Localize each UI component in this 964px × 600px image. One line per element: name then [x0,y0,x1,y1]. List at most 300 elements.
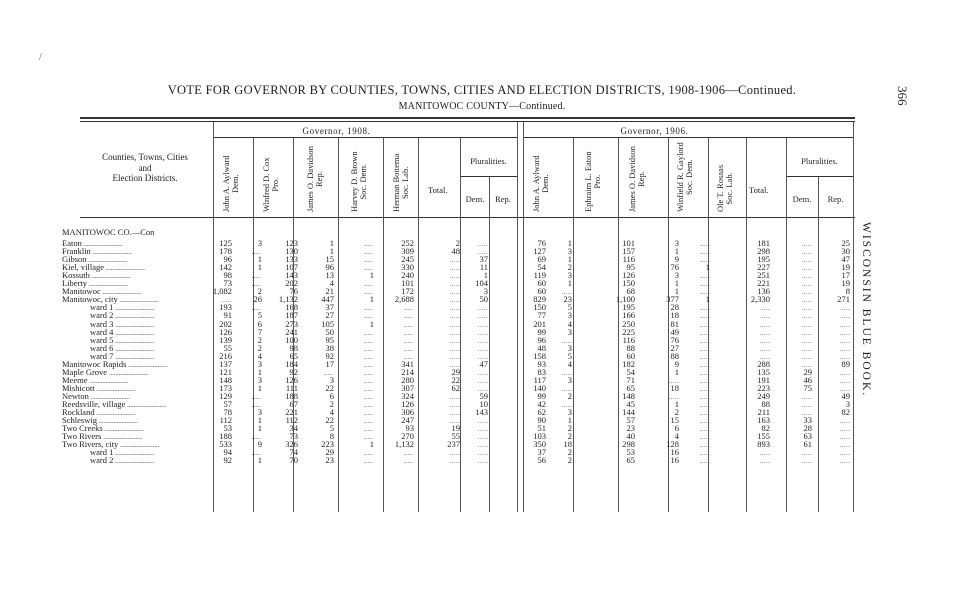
table-cell: 105 [321,318,334,329]
table-cell: 116 [622,254,635,265]
table-cell: 125 [219,238,232,248]
row-label: ward 4 ........................ [90,327,154,337]
table-cell: 2 [674,407,679,418]
table-cell: ..... [363,350,374,361]
table-cell: 123 [285,238,298,248]
table-cell: 29 [803,366,812,377]
table-cell: 76 [670,334,679,345]
table-cell: 1,132 [394,439,414,450]
table-cell: ..... [699,390,710,401]
table-cell: 1 [567,238,572,248]
table-cell: ..... [759,318,770,329]
row-label: Kiel, village ........................ [62,263,145,273]
table-cell: 4 [567,358,572,369]
row-label: ward 2 ........................ [90,456,154,466]
table-cell: 48 [537,342,546,353]
table-cell: ..... [561,334,572,345]
table-cell: ..... [449,278,460,289]
table-cell: 223 [321,439,334,450]
table-cell: 68 [626,286,635,297]
table-cell: 3 [567,326,572,337]
row-label: ward 1 ........................ [90,303,154,313]
stub-heading: Counties, Towns, Cities and Election Districts. [102,152,188,183]
table-cell: ..... [839,302,850,313]
row-label: ward 1 ........................ [90,448,154,458]
table-cell: 18 [670,382,679,393]
table-cell: 3 [567,246,572,257]
table-cell: 307 [401,382,414,393]
plur-rule-1906 [786,176,853,177]
table-cell: 182 [622,358,635,369]
row-label: Two Rivers, city ........................ [62,440,159,450]
col-heading-1908-6: Total. [428,185,448,195]
table-cell: 73 [289,431,298,442]
table-cell: ..... [403,318,414,329]
table-cell: 5 [567,302,572,313]
table-cell: ..... [251,246,262,257]
table-cell: 3 [674,270,679,281]
table-row [0,456,964,465]
table-cell: 13 [325,270,334,281]
table-cell: 3 [257,407,262,418]
table-cell: 270 [401,431,414,442]
table-cell: 1 [329,246,334,257]
table-cell: ..... [839,455,850,466]
table-cell: 240 [401,270,414,281]
table-cell: ..... [449,399,460,409]
table-top-rule-thin [80,121,855,122]
table-cell: 1 [257,415,262,426]
table-cell: 37 [537,447,546,458]
table-cell: 17 [841,270,850,281]
table-cell: 95 [626,262,635,273]
table-cell: ..... [363,407,374,418]
table-cell: 127 [533,246,546,257]
table-cell: ..... [251,399,262,409]
table-cell: 136 [757,286,770,297]
table-cell: 23 [563,294,572,305]
table-cell: 76 [289,286,298,297]
group-heading-1908: Governor, 1908. [302,126,371,136]
table-cell: 350 [533,439,546,450]
table-cell: 92 [223,455,232,466]
table-cell: 82 [841,407,850,418]
table-cell: ..... [699,358,710,369]
table-cell: 2 [567,455,572,466]
table-cell: ..... [363,254,374,265]
page-number: 366 [895,86,910,106]
table-cell: 3 [483,286,488,297]
table-cell: ..... [363,399,374,409]
table-cell: 172 [401,286,414,297]
table-cell: ..... [449,270,460,281]
table-cell: ..... [839,439,850,450]
table-cell: 1 [257,262,262,273]
table-cell: 60 [537,286,546,297]
table-cell: 55 [451,431,460,442]
col-heading-1906-1: John A. Aylward Dem. [531,155,550,212]
table-cell: 1 [674,366,679,377]
table-cell: 158 [533,350,546,361]
table-cell: 245 [401,254,414,265]
table-cell: ..... [801,358,812,369]
table-cell: ..... [477,318,488,329]
table-cell: ..... [699,342,710,353]
table-cell: 40 [626,431,635,442]
table-cell: 73 [223,278,232,289]
table-cell: 1 [369,439,374,450]
table-cell: 1 [674,399,679,409]
table-cell: 70 [289,455,298,466]
col-heading-1906-3: James O. Davidson Rep. [627,146,646,212]
table-cell: 202 [219,318,232,329]
table-cell: ..... [403,326,414,337]
table-cell: 65 [626,382,635,393]
row-label: Eaton ........................ [62,239,123,248]
table-cell: 9 [674,358,679,369]
table-cell: 893 [757,439,770,450]
table-cell: 126 [622,270,635,281]
table-cell: ..... [801,334,812,345]
plur-rep-heading-1906: Rep. [827,194,844,204]
table-cell: 216 [219,350,232,361]
table-cell: ..... [363,326,374,337]
plur-dem-heading-1908: Dem. [465,194,485,204]
table-cell: 330 [401,262,414,273]
table-cell: ..... [759,342,770,353]
table-cell: ..... [801,447,812,458]
pluralities-heading-1906: Pluralities. [801,156,838,166]
table-cell: 88 [626,342,635,353]
table-cell: 2 [567,262,572,273]
table-cell: 22 [325,415,334,426]
page-subtitle: MANITOWOC COUNTY—Continued. [398,101,566,112]
table-cell: 9 [674,254,679,265]
table-cell: ..... [449,286,460,297]
table-cell: 150 [533,302,546,313]
table-cell: 88 [761,399,770,409]
table-cell: ..... [363,374,374,385]
page-title: VOTE FOR GOVERNOR BY COUNTIES, TOWNS, CITIES AND ELECTION DISTRICTS, 1908-1906—Continued. [167,83,797,97]
row-label: ward 5 ........................ [90,335,154,345]
table-cell: ..... [839,447,850,458]
table-cell: 62 [451,382,460,393]
table-cell: ..... [363,238,374,248]
table-cell: 2 [257,286,262,297]
table-cell: 3 [567,342,572,353]
table-cell: 54 [626,366,635,377]
row-label: ward 2 ........................ [90,311,154,321]
table-cell: ..... [801,302,812,313]
table-cell: 188 [219,431,232,442]
table-cell: 280 [401,374,414,385]
table-cell: 148 [219,374,232,385]
table-cell: ..... [699,407,710,418]
table-cell: 155 [757,431,770,442]
table-cell: 57 [223,399,232,409]
table-cell: 92 [289,366,298,377]
table-cell: 53 [626,447,635,458]
table-cell: 447 [321,294,334,305]
running-side-title: WISCONSIN BLUE BOOK. [860,222,872,398]
table-cell: 45 [626,399,635,409]
table-cell: 53 [223,423,232,434]
table-cell: ..... [477,423,488,434]
table-cell: 5 [257,310,262,321]
table-cell: 247 [401,415,414,426]
table-cell: 49 [670,326,679,337]
table-cell: 130 [285,246,298,257]
row-label: Manitowoc ........................ [62,287,142,297]
table-cell: ..... [363,246,374,257]
table-cell: ..... [477,447,488,458]
table-cell: ..... [449,294,460,305]
table-cell: ..... [839,382,850,393]
table-cell: ..... [363,302,374,313]
table-cell: ..... [839,366,850,377]
plur-dem-heading-1906: Dem. [792,194,812,204]
pencil-mark: / [39,52,42,63]
table-cell: 101 [622,238,635,248]
table-cell: ..... [449,262,460,273]
table-cell: 2 [257,334,262,345]
table-cell: 75 [803,382,812,393]
county-row-label: MANITOWOC CO.—Con [62,228,155,237]
table-cell: ..... [699,399,710,409]
table-cell: 250 [622,318,635,329]
table-cell: 1 [674,286,679,297]
table-cell: ..... [839,310,850,321]
table-cell: ..... [801,455,812,466]
row-label: Maple Grove ........................ [62,367,148,377]
row-label: ward 6 ........................ [90,343,154,353]
row-label: Newton ........................ [62,391,130,401]
table-cell: 2,688 [394,294,414,305]
table-cell: 341 [401,358,414,369]
table-cell: 8 [329,431,334,442]
table-cell: ..... [839,350,850,361]
table-cell: ..... [699,310,710,321]
table-cell: ..... [477,310,488,321]
table-cell: 184 [285,358,298,369]
table-cell: 98 [223,270,232,281]
table-cell: 3 [845,399,850,409]
table-cell: 30 [841,246,850,257]
table-cell: 1 [369,294,374,305]
table-cell: 211 [757,407,770,418]
table-cell: 37 [325,302,334,313]
table-cell: ..... [251,390,262,401]
table-cell: 298 [757,246,770,257]
table-cell: 128 [666,439,679,450]
table-cell: ..... [363,366,374,377]
table-cell: ..... [477,302,488,313]
table-cell: 135 [757,366,770,377]
table-cell: ..... [251,447,262,458]
table-cell: 56 [537,455,546,466]
table-cell: 150 [622,278,635,289]
table-cell: 5 [329,423,334,434]
table-cell: ..... [323,366,334,377]
table-cell: 1 [567,278,572,289]
table-cell: ..... [801,270,812,281]
table-cell: 47 [841,254,850,265]
table-cell: 50 [325,326,334,337]
table-cell: ..... [403,350,414,361]
table-cell: 112 [219,415,232,426]
table-cell: 1 [674,246,679,257]
table-cell: ..... [801,294,812,305]
table-cell: 71 [626,374,635,385]
table-cell: ..... [251,270,262,281]
table-cell: ..... [699,238,710,248]
table-cell: 96 [537,334,546,345]
table-cell: ..... [449,447,460,458]
table-cell: 1,082 [212,286,232,297]
row-label: Reedsville, village ........................ [62,400,166,409]
table-cell: ..... [699,431,710,442]
table-cell: 1 [674,278,679,289]
table-cell: 17 [325,358,334,369]
table-cell: 1 [257,366,262,377]
table-cell: 2 [257,342,262,353]
table-cell: 377 [666,294,679,305]
table-cell: ..... [449,390,460,401]
table-cell: 1 [369,270,374,281]
table-cell: 2 [567,423,572,434]
table-cell: 26 [253,294,262,305]
row-label: Manitowoc, city ........................ [62,295,159,305]
table-cell: 1 [257,254,262,265]
table-cell: ..... [449,334,460,345]
table-cell: 103 [533,431,546,442]
table-cell: 16 [670,455,679,466]
table-cell: ..... [363,278,374,289]
table-cell: 6 [674,423,679,434]
table-cell: 25 [841,238,850,248]
table-cell: 237 [447,439,460,450]
table-cell: ..... [839,415,850,426]
table-cell: ..... [251,431,262,442]
table-cell: 3 [257,358,262,369]
table-cell: 4 [329,278,334,289]
table-cell: 96 [325,262,334,273]
table-cell: 214 [401,366,414,377]
table-cell: ..... [699,382,710,393]
table-cell: ..... [251,302,262,313]
table-cell: 126 [401,399,414,409]
table-cell: 271 [837,294,850,305]
group-heading-1906: Governor, 1906. [620,126,689,136]
table-cell: ..... [363,286,374,297]
table-cell: 29 [325,447,334,458]
table-cell: 51 [537,423,546,434]
table-cell: 48 [451,246,460,257]
table-cell: ..... [477,238,488,248]
table-cell: ..... [477,415,488,426]
table-cell: ..... [801,238,812,248]
table-cell: 133 [285,254,298,265]
col-heading-1908-2: Winfred D. Cox Pro. [261,157,280,212]
table-cell: ..... [699,302,710,313]
table-cell: 249 [757,390,770,401]
table-cell: 98 [289,342,298,353]
table-cell: 16 [670,447,679,458]
row-label: Manitowoc Rapids ........................ [62,359,168,369]
table-cell: 3 [329,374,334,385]
table-cell: ..... [839,342,850,353]
table-cell: ..... [363,382,374,393]
table-cell: 2 [567,390,572,401]
col-heading-1906-5: Ole T. Rosaas Soc. Lab. [715,164,734,212]
table-cell: 88 [670,350,679,361]
table-cell: 22 [451,374,460,385]
table-cell: 4 [567,318,572,329]
table-cell: ..... [759,302,770,313]
table-cell: 2 [329,399,334,409]
table-cell: 144 [622,407,635,418]
table-cell: 6 [257,318,262,329]
table-cell: ..... [699,326,710,337]
table-cell: ..... [403,302,414,313]
table-cell: 148 [622,390,635,401]
table-cell: 22 [325,382,334,393]
table-cell: ..... [839,431,850,442]
table-cell: ..... [477,334,488,345]
table-cell: ..... [839,318,850,329]
table-cell: 60 [537,278,546,289]
table-cell: 1 [257,423,262,434]
table-cell: 23 [325,455,334,466]
table-cell: ..... [759,455,770,466]
table-cell: 6 [329,390,334,401]
table-cell: ..... [363,310,374,321]
table-cell: ..... [449,254,460,265]
table-cell: 533 [219,439,232,450]
table-cell: ..... [477,326,488,337]
table-cell: 69 [537,254,546,265]
table-cell: 829 [533,294,546,305]
table-cell: 221 [757,278,770,289]
row-label: Meeme ........................ [62,375,129,385]
table-cell: 117 [533,374,546,385]
table-cell: 104 [475,278,488,289]
table-cell: ..... [477,246,488,257]
row-label: Two Rivers ........................ [62,432,142,442]
table-cell: 3 [257,374,262,385]
table-cell: ..... [449,407,460,418]
table-cell: 1,132 [278,294,298,305]
table-cell: 74 [289,447,298,458]
table-cell: 195 [757,254,770,265]
table-cell: 47 [479,358,488,369]
table-cell: ..... [801,278,812,289]
table-cell: 11 [479,262,488,273]
table-cell: ..... [449,455,460,466]
table-cell: 223 [757,382,770,393]
table-cell: 1 [567,254,572,265]
table-cell: ..... [561,366,572,377]
table-cell: 202 [285,278,298,289]
table-cell: ..... [403,447,414,458]
table-cell: 19 [451,423,460,434]
pluralities-heading-1908: Pluralities. [470,156,507,166]
table-cell: 33 [803,415,812,426]
table-cell: 1 [567,415,572,426]
table-cell: 166 [622,310,635,321]
table-cell: ..... [699,350,710,361]
table-cell: 288 [757,358,770,369]
